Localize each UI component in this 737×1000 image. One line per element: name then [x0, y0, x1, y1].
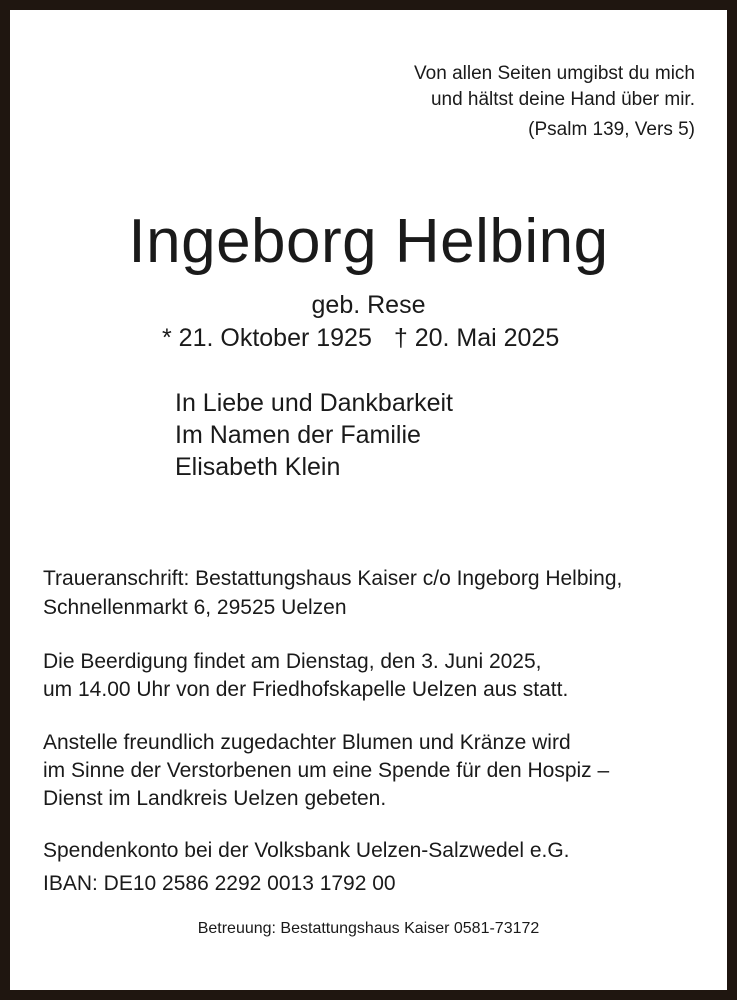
verse-reference: (Psalm 139, Vers 5) [528, 119, 695, 140]
maiden-name: geb. Rese [311, 291, 426, 319]
mourners-line: Im Namen der Familie [175, 421, 421, 449]
donation-request: Anstelle freundlich zugedachter Blumen und Kränze wird [43, 731, 571, 754]
mourners-line: In Liebe und Dankbarkeit [175, 389, 453, 417]
funeral-info: Die Beerdigung findet am Dienstag, den 3. Juni 2025, [43, 650, 542, 673]
funeral-home-credit: Betreuung: Bestattungshaus Kaiser 0581-73172 [197, 920, 540, 937]
obituary-card [10, 10, 727, 990]
donation-request: Dienst im Landkreis Uelzen gebeten. [43, 787, 387, 810]
life-dates [162, 321, 559, 355]
iban: IBAN: DE10 2586 2292 0013 1792 00 [43, 872, 396, 895]
mourners-name: Elisabeth Klein [175, 453, 341, 481]
birth-date: * 21. Oktober 1925 [162, 324, 372, 352]
donation-account: Spendenkonto bei der Volksbank Uelzen-Salzwedel e.G. [43, 839, 570, 862]
verse-line: und hältst deine Hand über mir. [430, 89, 695, 110]
death-date: † 20. Mai 2025 [393, 324, 560, 352]
verse-line: Von allen Seiten umgibst du mich [414, 63, 695, 84]
donation-request: im Sinne der Verstorbenen um eine Spende für den Hospiz – [43, 759, 610, 782]
deceased-name: Ingeborg Helbing [128, 207, 609, 276]
condolence-address: Traueranschrift: Bestattungshaus Kaiser c/o Ingeborg Helbing, [43, 567, 623, 590]
condolence-address: Schnellenmarkt 6, 29525 Uelzen [43, 596, 347, 619]
funeral-info: um 14.00 Uhr von der Friedhofskapelle Uelzen aus statt. [43, 678, 569, 701]
